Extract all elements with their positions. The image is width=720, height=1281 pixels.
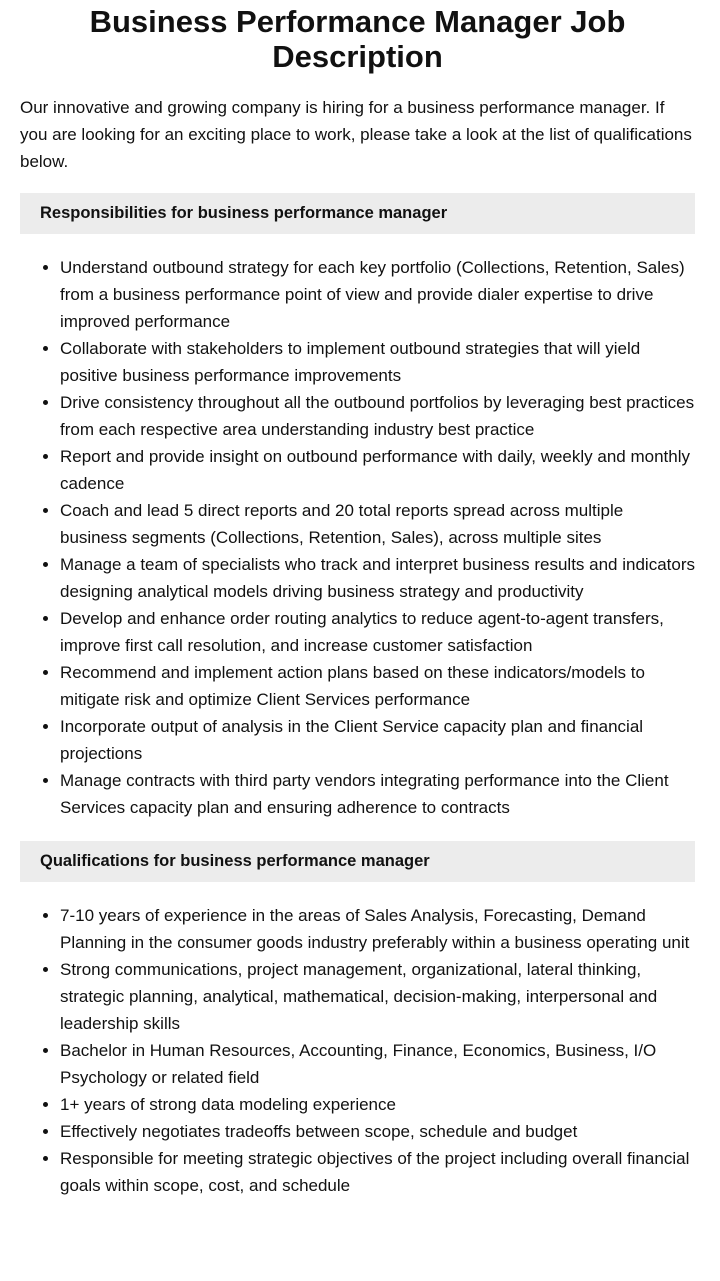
intro-paragraph: Our innovative and growing company is hiring for a business performance manager. If you are looking for an exciting place to work, please take a look at the list of qualifications below. <box>20 98 692 171</box>
sections <box>20 193 695 1199</box>
list-item: • Manage contracts with third party vendors integrating performance into the Client Services capacity plan and ensuring adherence to contracts <box>60 767 695 821</box>
list-item: • Collaborate with stakeholders to implement outbound strategies that will yield positive business performance improvements <box>60 335 695 389</box>
list-item: • Drive consistency throughout all the outbound portfolios by leveraging best practices from each respective area understanding industry best practice <box>60 389 695 443</box>
list-item: • Responsible for meeting strategic objectives of the project including overall financial goals within scope, cost, and schedule <box>60 1145 695 1199</box>
responsibilities-heading: Responsibilities for business performance manager <box>20 193 695 234</box>
list-item: • Develop and enhance order routing analytics to reduce agent-to-agent transfers, improve first call resolution, and increase customer satisfaction <box>60 605 695 659</box>
list-item: • Strong communications, project management, organizational, lateral thinking, strategic planning, analytical, mathematical, decision-making, interpersonal and leadership skills <box>60 956 695 1037</box>
list-item: • Understand outbound strategy for each key portfolio (Collections, Retention, Sales) from a business performance point of view and provide dialer expertise to drive improved performance <box>60 254 695 335</box>
list-item: • 7-10 years of experience in the areas of Sales Analysis, Forecasting, Demand Planning in the consumer goods industry preferably within a business operating unit <box>60 902 695 956</box>
list-item: • Manage a team of specialists who track and interpret business results and indicators designing analytical models driving business strategy and productivity <box>60 551 695 605</box>
list-item: • Coach and lead 5 direct reports and 20 total reports spread across multiple business segments (Collections, Retention, Sales), across multiple sites <box>60 497 695 551</box>
job-description <box>0 4 720 1199</box>
list-item: • Effectively negotiates tradeoffs between scope, schedule and budget <box>60 1118 695 1145</box>
qualifications-list <box>20 902 695 1199</box>
list-item: • Bachelor in Human Resources, Accounting, Finance, Economics, Business, I/O Psychology or related field <box>60 1037 695 1091</box>
qualifications-heading: Qualifications for business performance manager <box>20 841 695 882</box>
list-item: • Report and provide insight on outbound performance with daily, weekly and monthly cadence <box>60 443 695 497</box>
page-title: Business Performance Manager Job Description <box>89 4 626 74</box>
responsibilities-list <box>20 254 695 821</box>
list-item: • 1+ years of strong data modeling experience <box>60 1091 695 1118</box>
list-item: • Recommend and implement action plans based on these indicators/models to mitigate risk and optimize Client Services performance <box>60 659 695 713</box>
list-item: • Incorporate output of analysis in the Client Service capacity plan and financial projections <box>60 713 695 767</box>
